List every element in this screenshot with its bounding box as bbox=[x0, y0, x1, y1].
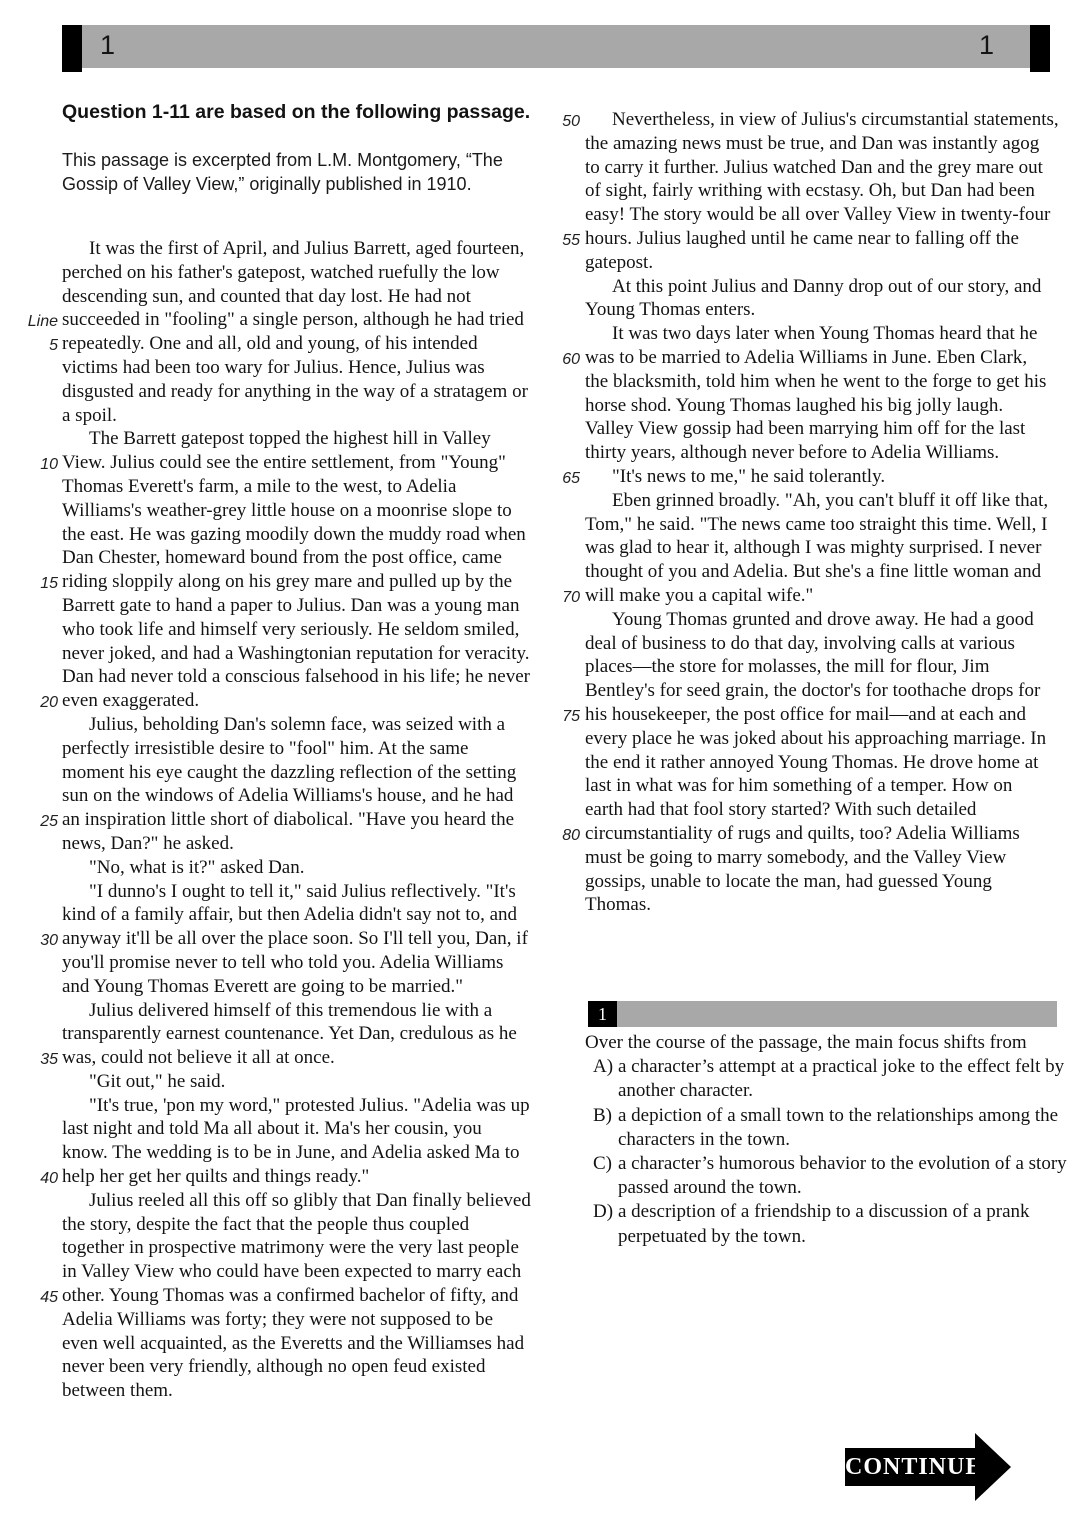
passage-line bbox=[585, 893, 1077, 917]
passage-line-text: help her get her quilts and things ready." bbox=[62, 1166, 370, 1188]
passage-line-text: perched on his father's gatepost, watched ruefully the low bbox=[62, 261, 500, 283]
line-number: 60 bbox=[562, 350, 580, 368]
passage-line bbox=[62, 1236, 559, 1260]
passage-line-text: deal of business to do that day, involving calls at various bbox=[585, 632, 1015, 654]
answer-choice-text: a description of a friendship to a discussion of a prank perpetuated by the town. bbox=[618, 1201, 1030, 1247]
passage-line bbox=[62, 1189, 559, 1213]
passage-line-text: "Git out," he said. bbox=[89, 1070, 226, 1092]
passage-line bbox=[62, 285, 559, 309]
line-number: 70 bbox=[562, 588, 580, 606]
passage-line-text: to carry it further. Julius watched Dan and the grey mare out bbox=[585, 156, 1043, 178]
passage-line-text: Adelia Williams was forty; they were not supposed to be bbox=[62, 1308, 494, 1330]
passage-line bbox=[62, 261, 559, 285]
passage-line bbox=[585, 632, 1077, 656]
passage-line bbox=[49, 332, 559, 356]
question-number: 1 bbox=[588, 1001, 617, 1027]
passage-line-text: was to be married to Adelia Williams in June. Eben Clark, bbox=[585, 346, 1028, 368]
passage-line-text: know. The wedding is to be in June, and Adelia asked Ma to bbox=[62, 1142, 520, 1164]
passage-column-left bbox=[27, 237, 559, 1403]
passage-line-text: last night and told Ma all about it. Ma's her cousin, you bbox=[62, 1118, 482, 1140]
passage-line-text: last in what was for him something of a temper. How on bbox=[585, 775, 1013, 797]
passage-line-text: repeatedly. One and all, old and young, of his intended bbox=[62, 333, 478, 355]
answer-choice-label: A) bbox=[593, 1056, 614, 1078]
continue-button[interactable] bbox=[845, 1448, 983, 1486]
passage-line-text: Tom," he said. "The news came too straight this time. Well, I bbox=[585, 513, 1048, 535]
passage-line-text: Julius reeled all this off so glibly that Dan finally believed bbox=[89, 1189, 531, 1211]
passage-line-text: Young Thomas grunted and drove away. He had a good bbox=[612, 608, 1034, 630]
passage-line bbox=[62, 951, 559, 975]
header-right-cap bbox=[1030, 25, 1050, 72]
passage-line bbox=[62, 237, 559, 261]
passage-line bbox=[585, 513, 1077, 537]
passage-line-text: Thomas Everett's farm, a mile to the west, to Adelia bbox=[62, 475, 457, 497]
passage-line-text: easy! The story would be all over Valley View in twenty-four bbox=[585, 204, 1051, 226]
passage-line-text: Eben grinned broadly. "Ah, you can't bluff it off like that, bbox=[612, 489, 1049, 511]
answer-choice-text: a character’s humorous behavior to the evolution of a story passed around the town. bbox=[618, 1153, 1067, 1199]
line-number: Line bbox=[27, 313, 58, 331]
passage-line bbox=[40, 570, 559, 594]
passage-line bbox=[62, 1141, 559, 1165]
passage-line-text: horse shod. Young Thomas laughed his big jolly laugh. bbox=[585, 394, 1004, 416]
passage-line bbox=[62, 356, 559, 380]
passage-line bbox=[585, 298, 1077, 322]
passage-line-text: Barrett gate to hand a paper to Julius. Dan was a young man bbox=[62, 594, 520, 616]
passage-line bbox=[40, 927, 559, 951]
line-number: 30 bbox=[40, 932, 58, 950]
passage-line-text: in Valley View who could have been expected to marry each bbox=[62, 1261, 522, 1283]
passage-line bbox=[562, 346, 1077, 370]
passage-line-text: the story, despite the fact that the people thus coupled bbox=[62, 1213, 470, 1235]
passage-line-text: together in prospective matrimony were the very last people bbox=[62, 1237, 519, 1259]
answer-choice[interactable] bbox=[593, 1104, 1067, 1152]
passage-line bbox=[585, 251, 1077, 275]
passage-line bbox=[562, 227, 1077, 251]
passage-line bbox=[40, 1046, 559, 1070]
passage-line-text: disgusted and ready for anything in the way of a stratagem or bbox=[62, 380, 528, 402]
passage-line bbox=[62, 1070, 559, 1094]
passage-line bbox=[585, 441, 1077, 465]
continue-arrow-icon[interactable] bbox=[975, 1433, 1011, 1501]
passage-line-text: succeeded in "fooling" a single person, although he had tried bbox=[62, 309, 524, 331]
passage-line-text: places—the store for molasses, the mill for flour, Jim bbox=[585, 656, 990, 678]
line-number: 65 bbox=[562, 469, 580, 487]
passage-line-text: was, could not believe it all at once. bbox=[62, 1047, 335, 1069]
passage-column-right bbox=[562, 108, 1077, 917]
line-number: 5 bbox=[49, 337, 58, 355]
passage-line-text: every place he was joked about his approaching marriage. In bbox=[585, 727, 1047, 749]
passage-line bbox=[40, 808, 559, 832]
passage-line-text: anyway it'll be all over the place soon. So I'll tell you, Dan, if bbox=[62, 928, 528, 950]
passage-line-text: At this point Julius and Danny drop out of our story, and bbox=[612, 275, 1042, 297]
passage-line bbox=[62, 665, 559, 689]
passage-line-text: Young Thomas enters. bbox=[585, 299, 756, 321]
passage-line bbox=[62, 975, 559, 999]
continue-label: CONTINUE bbox=[845, 1454, 983, 1480]
passage-line bbox=[62, 1117, 559, 1141]
passage-line bbox=[585, 727, 1077, 751]
passage-line-text: Dan Chester, homeward bound from the post office, came bbox=[62, 547, 502, 569]
passage-line-text: circumstantiality of rugs and quilts, too? Adelia Williams bbox=[585, 822, 1020, 844]
answer-choice-label: C) bbox=[593, 1153, 612, 1175]
passage-line bbox=[562, 108, 1077, 132]
line-number: 55 bbox=[562, 231, 580, 249]
passage-line bbox=[585, 394, 1077, 418]
section-number-left: 1 bbox=[100, 30, 116, 60]
passage-line bbox=[62, 404, 559, 428]
passage-line-text: of sight, fairly writhing with ecstasy. Oh, but Dan had been bbox=[585, 180, 1035, 202]
passage-line bbox=[585, 608, 1077, 632]
passage-line bbox=[62, 999, 559, 1023]
passage-line bbox=[27, 308, 559, 332]
passage-line bbox=[62, 880, 559, 904]
passage-line-text: transparently earnest countenance. Yet Dan, credulous as he bbox=[62, 1023, 517, 1045]
passage-line bbox=[62, 1094, 559, 1118]
passage-line-text: thirty years, although never before to Adelia Williams. bbox=[585, 442, 1000, 464]
passage-line-text: Julius, beholding Dan's solemn face, was seized with a bbox=[89, 713, 506, 735]
passage-line bbox=[62, 1213, 559, 1237]
passage-line bbox=[62, 427, 559, 451]
answer-choice-label: B) bbox=[593, 1104, 612, 1126]
line-number: 25 bbox=[40, 813, 58, 831]
passage-line-text: It was two days later when Young Thomas heard that he bbox=[612, 323, 1038, 345]
line-number: 10 bbox=[40, 456, 58, 474]
passage-line bbox=[62, 642, 559, 666]
passage-line bbox=[585, 179, 1077, 203]
passage-line bbox=[40, 1165, 559, 1189]
passage-line-text: Julius delivered himself of this tremendous lie with a bbox=[89, 999, 493, 1021]
passage-line bbox=[585, 275, 1077, 299]
answer-choice-text: a character’s attempt at a practical joke to the effect felt by another character. bbox=[618, 1056, 1065, 1102]
passage-line-text: Nevertheless, in view of Julius's circumstantial statements, bbox=[612, 109, 1059, 130]
line-number: 75 bbox=[562, 707, 580, 725]
line-number: 45 bbox=[40, 1289, 58, 1307]
passage-line bbox=[585, 846, 1077, 870]
passage-line bbox=[62, 1355, 559, 1379]
passage-line bbox=[62, 546, 559, 570]
passage-directions: Question 1-11 are based on the following passage. bbox=[62, 101, 531, 123]
passage-line bbox=[40, 451, 559, 475]
passage-line-text: even exaggerated. bbox=[62, 690, 200, 712]
passage-line-text: a spoil. bbox=[62, 404, 117, 426]
answer-choice[interactable] bbox=[593, 1152, 1067, 1200]
passage-line bbox=[62, 1308, 559, 1332]
passage-line-text: View. Julius could see the entire settlement, from "Young" bbox=[62, 452, 506, 474]
section-header-bar bbox=[62, 25, 1050, 68]
passage-line-text: "It's news to me," he said tolerantly. bbox=[612, 465, 886, 487]
passage-line bbox=[62, 713, 559, 737]
passage-line bbox=[62, 523, 559, 547]
passage-line bbox=[562, 465, 1077, 489]
passage-line-text: never been very friendly, although no open feud existed bbox=[62, 1356, 486, 1378]
passage-line-text: kind of a family affair, but then Adelia didn't say not to, and bbox=[62, 904, 518, 926]
passage-line bbox=[62, 856, 559, 880]
passage-line-text: Thomas. bbox=[585, 894, 651, 916]
passage-line-text: sun on the windows of Adelia Williams's house, and he had bbox=[62, 785, 514, 807]
passage-line-text: "It's true, 'pon my word," protested Julius. "Adelia was up bbox=[89, 1094, 530, 1116]
passage-line-text: even well acquainted, as the Everetts and the Williamses had bbox=[62, 1332, 525, 1354]
passage-line bbox=[585, 417, 1077, 441]
passage-line-text: news, Dan?" he asked. bbox=[62, 832, 234, 854]
passage-line bbox=[40, 689, 559, 713]
passage-line-text: the blacksmith, told him when he went to the forge to get his bbox=[585, 370, 1047, 392]
passage-line bbox=[585, 132, 1077, 156]
passage-line bbox=[585, 751, 1077, 775]
line-number: 35 bbox=[40, 1051, 58, 1069]
question-number-bar bbox=[588, 1001, 1057, 1027]
passage-line bbox=[585, 870, 1077, 894]
line-number: 15 bbox=[40, 575, 58, 593]
passage-line-text: thought of you and Adelia. But she's a fine little woman and bbox=[585, 561, 1042, 583]
passage-line bbox=[585, 489, 1077, 513]
passage-line-text: descending sun, and counted that day lost. He had not bbox=[62, 285, 471, 307]
passage-line-text: an inspiration little short of diabolical. "Have you heard the bbox=[62, 809, 515, 831]
passage-line bbox=[62, 499, 559, 523]
passage-source-note: This passage is excerpted from L.M. Montgomery, “The Gossip of Valley View,” originally published in 1910. bbox=[62, 150, 503, 194]
section-number-right: 1 bbox=[978, 30, 994, 60]
passage-line-text: gatepost. bbox=[585, 251, 654, 273]
passage-line bbox=[585, 370, 1077, 394]
passage-line bbox=[40, 1284, 559, 1308]
passage-line bbox=[62, 380, 559, 404]
answer-choice-label: D) bbox=[593, 1201, 614, 1223]
question-stem: Over the course of the passage, the main focus shifts from bbox=[585, 1032, 1027, 1053]
passage-line bbox=[62, 1022, 559, 1046]
answer-choice[interactable] bbox=[593, 1055, 1067, 1103]
line-number: 50 bbox=[562, 113, 580, 130]
passage-line bbox=[62, 475, 559, 499]
passage-line-text: between them. bbox=[62, 1380, 173, 1402]
passage-line bbox=[585, 322, 1077, 346]
passage-line bbox=[585, 536, 1077, 560]
passage-line-text: never joked, and had a Washingtonian reputation for veracity. bbox=[62, 642, 530, 664]
passage-line-text: his housekeeper, the post office for mail—and at each and bbox=[585, 703, 1027, 725]
passage-line-text: the amazing news must be true, and Dan was instantly agog bbox=[585, 132, 1040, 154]
passage-line-text: hours. Julius laughed until he came near to falling off the bbox=[585, 227, 1019, 249]
passage-line bbox=[585, 679, 1077, 703]
passage-line-text: Bentley's for seed grain, the doctor's for toothache drops for bbox=[585, 680, 1041, 702]
passage-line bbox=[585, 774, 1077, 798]
passage-line bbox=[585, 156, 1077, 180]
passage-line-text: The Barrett gatepost topped the highest hill in Valley bbox=[89, 428, 491, 450]
passage-line bbox=[62, 903, 559, 927]
passage-line bbox=[562, 703, 1077, 727]
passage-line bbox=[62, 761, 559, 785]
passage-line bbox=[585, 560, 1077, 584]
passage-line-text: "No, what is it?" asked Dan. bbox=[89, 856, 305, 878]
passage-line bbox=[62, 618, 559, 642]
passage-line bbox=[562, 822, 1077, 846]
line-number: 80 bbox=[562, 826, 580, 844]
passage-line bbox=[562, 584, 1077, 608]
passage-line-text: earth had that fool story started? With such detailed bbox=[585, 799, 977, 821]
passage-line bbox=[62, 594, 559, 618]
line-number: 20 bbox=[40, 694, 58, 712]
passage-line bbox=[62, 1260, 559, 1284]
answer-choice-text: a depiction of a small town to the relationships among the characters in the town. bbox=[618, 1104, 1059, 1150]
line-number: 40 bbox=[40, 1170, 58, 1188]
passage-line-text: victims had been too wary for Julius. Hence, Julius was bbox=[62, 356, 485, 378]
passage-line-text: gossips, unable to locate the man, had guessed Young bbox=[585, 870, 992, 892]
passage-line-text: and Young Thomas Everett are going to be married." bbox=[62, 975, 464, 997]
passage-line-text: must be going to marry somebody, and the Valley View bbox=[585, 846, 1007, 868]
question-1 bbox=[585, 1031, 1067, 1249]
passage-line-text: Valley View gossip had been marrying him off for the last bbox=[585, 418, 1026, 440]
header-left-cap bbox=[62, 25, 82, 72]
passage-line-text: "I dunno's I ought to tell it," said Julius reflectively. "It's bbox=[89, 880, 516, 902]
passage-line bbox=[585, 798, 1077, 822]
passage-line-text: the end it rather annoyed Young Thomas. He drove home at bbox=[585, 751, 1039, 773]
passage-line-text: It was the first of April, and Julius Barrett, aged fourteen, bbox=[89, 238, 525, 259]
answer-choices bbox=[585, 1055, 1067, 1249]
passage-line bbox=[585, 655, 1077, 679]
passage-line-text: Williams's weather-grey little house on a moonrise slope to bbox=[62, 499, 512, 521]
passage-line bbox=[62, 1379, 559, 1403]
passage-line bbox=[62, 784, 559, 808]
passage-line bbox=[585, 203, 1077, 227]
passage-line bbox=[62, 832, 559, 856]
answer-choice[interactable] bbox=[593, 1200, 1067, 1248]
passage-line-text: moment his eye caught the dazzling reflection of the setting bbox=[62, 761, 517, 783]
passage-line-text: will make you a capital wife." bbox=[585, 584, 814, 606]
passage-line-text: you'll promise never to tell who told you. Adelia Williams bbox=[62, 951, 504, 973]
passage-line-text: who took life and himself very seriously. He seldom smiled, bbox=[62, 618, 520, 640]
passage-line-text: was glad to hear it, although I was mighty surprised. I never bbox=[585, 537, 1042, 559]
passage-line-text: riding sloppily along on his grey mare and pulled up by the bbox=[62, 571, 513, 593]
passage-line-text: perfectly irresistible desire to "fool" him. At the same bbox=[62, 737, 469, 759]
passage-line-text: the east. He was gazing moodily down the muddy road when bbox=[62, 523, 526, 545]
passage-line bbox=[62, 1332, 559, 1356]
passage-line-text: other. Young Thomas was a confirmed bachelor of fifty, and bbox=[62, 1285, 519, 1307]
passage-line bbox=[62, 737, 559, 761]
passage-line-text: Dan had never told a conscious falsehood in his life; he never bbox=[62, 666, 530, 688]
